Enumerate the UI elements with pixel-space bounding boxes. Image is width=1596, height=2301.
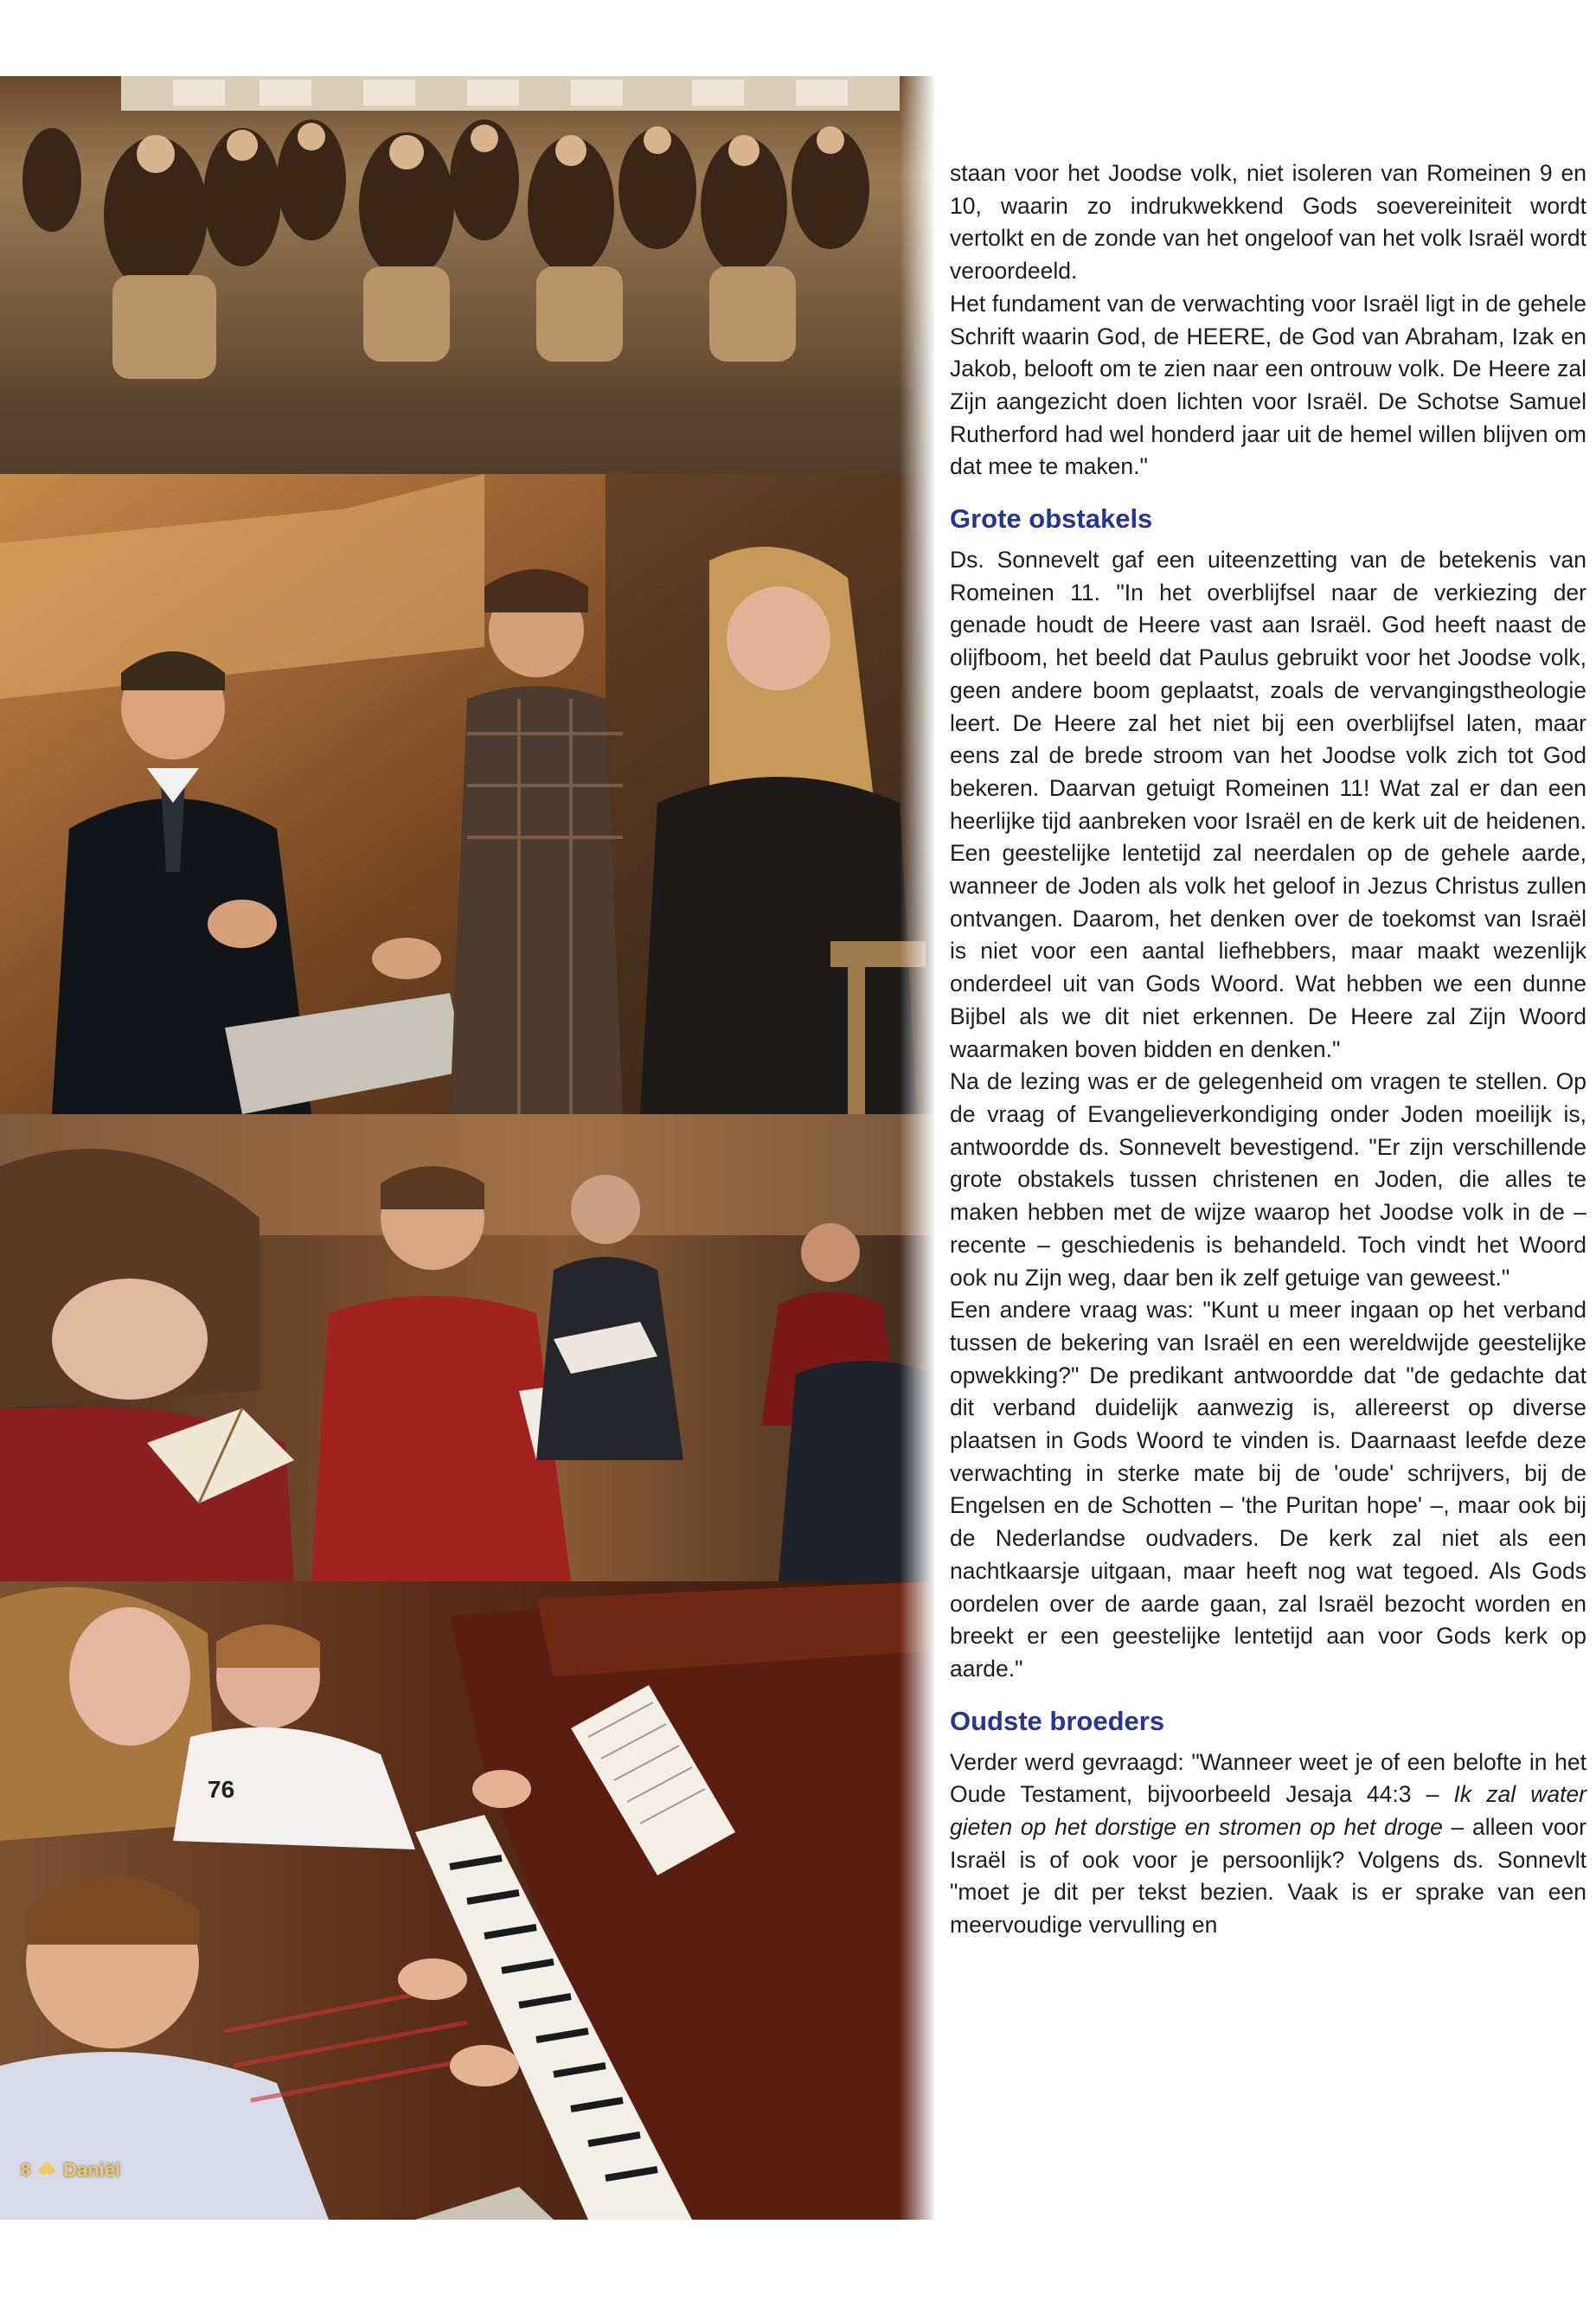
page-number: 8 (21, 2160, 31, 2180)
photo-piano (0, 1581, 934, 2220)
photo-audience (0, 76, 934, 474)
photo-collage (0, 76, 934, 2220)
photo-bible-reading (0, 1114, 934, 1581)
section-heading-grote-obstakels: Grote obstakels (950, 503, 1153, 535)
article-paragraph (950, 1747, 1586, 1942)
photo-speaker (0, 474, 934, 1114)
page-footer (21, 2159, 120, 2182)
article-text-column (950, 157, 1586, 1942)
article-paragraph: staan voor het Joodse volk, niet isoleren van Romeinen 9 en 10, waarin zo indrukwekkend Gods soevereiniteit wordt vertolkt en de zonde van het ongeloof van het volk Israël wordt veroordeeld. (950, 160, 1586, 285)
svg-text:76: 76 (208, 1776, 235, 1803)
article-paragraph: Het fundament van de verwachting voor Israël ligt in de gehele Schrift waarin God, de HEERE, de God van Abraham, Izak en Jakob, belooft om te zien naar een ontrouw volk. De Heere zal Zijn aangezicht doen lichten voor Israël. De Schotse Samuel Rutherford had wel honderd jaar uit de hemel willen blijven om dat mee te maken." (950, 290, 1586, 480)
paragraph-text: Verder werd gevraagd: "Wanneer weet je of een belofte in het Oude Testament, bijvoorbeeld Jesaja 44:3 – (950, 1748, 1586, 1808)
magazine-logo-icon (37, 2161, 56, 2180)
magazine-name: Daniël (63, 2159, 121, 2181)
article-paragraph: Na de lezing was er de gelegenheid om vragen te stellen. Op de vraag of Evangelieverkondiging onder Joden moeilijk is, antwoordde ds. Sonnevelt bevestigend. "Er zijn verschillende grote obstakels tussen christenen en Joden, die alles te maken hebben met de wijze waarop het Joodse volk in de – recente – geschiedenis is behandeld. Toch vindt het Woord ook nu Zijn weg, daar ben ik zelf getuige van geweest." (950, 1068, 1586, 1291)
paragraph-text: – alleen voor Israël is of ook voor je persoonlijk? Volgens ds. Sonnevlt "moet je dit per tekst bezien. Vaak is er sprake van een meervoudige vervulling en (950, 1814, 1586, 1939)
article-paragraph: Een andere vraag was: "Kunt u meer ingaan op het verband tussen de bekering van Israël en een wereldwijde geestelijke opwekking?" De predikant antwoordde dat "de gedachte dat dit verband duidelijk aanwezig is, allereerst op diverse plaatsen in Gods Woord te vinden is. Daarnaast leefde deze verwachting in sterke mate bij de 'oude' schrijvers, bij de Engelsen en de Schotten – 'the Puritan hope' –, maar ook bij de Nederlandse oudvaders. De kerk zal niet als een nachtkaarsje uitgaan, maar heeft nog wat tegoed. Als Gods oordelen over de aarde gaan, zal Israël bezocht worden en breekt er een geestelijke lentetijd aan voor Gods kerk op aarde." (950, 1297, 1586, 1682)
article-paragraph: Ds. Sonnevelt gaf een uiteenzetting van de betekenis van Romeinen 11. "In het overblijfsel naar de verkiezing der genade houdt de Heere vast aan Israël. God heeft naast de olijfboom, het beeld dat Paulus gebruikt voor het Joodse volk, geen andere boom geplaatst, zoals de vervangingstheologie leert. De Heere zal het niet bij een overblijfsel laten, maar eens zal de brede stroom van het Joodse volk zich tot God bekeren. Daarvan getuigt Romeinen 11! Wat zal er dan een heerlijke tijd aanbreken voor Israël en de kerk uit de heidenen. Een geestelijke lentetijd zal neerdalen op de gehele aarde, wanneer de Joden als volk het geloof in Jezus Christus zullen ontvangen. Daarom, het denken over de toekomst van Israël is niet voor een aantal liefhebbers, maar maakt wezenlijk onderdeel uit van Gods Woord. Wat hebben we een dunne Bijbel als we dit niet erkennen. De Heere zal Zijn Woord waarmaken boven bidden en denken." (950, 547, 1586, 1062)
bible-quote: Ik zal water gieten op het dorstige en stromen op het droge (950, 1781, 1587, 1841)
section-heading-oudste-broeders: Oudste broeders (950, 1705, 1165, 1736)
photo-fade-edge (900, 76, 934, 2220)
